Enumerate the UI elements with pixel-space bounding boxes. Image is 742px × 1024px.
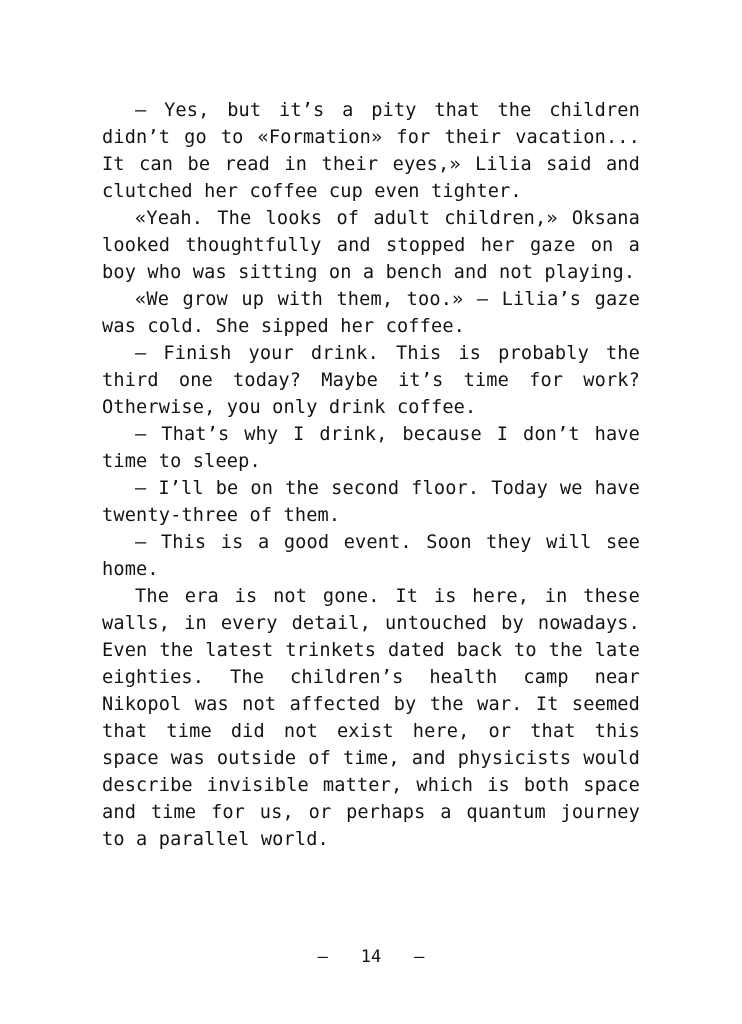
footer-right-dash: — [414,947,425,967]
paragraph-5: – That’s why I drink, because I don’t have time to sleep. [102,424,640,472]
paragraph-4: – Finish your drink. This is probably the third one today? Maybe it’s time for work? Otherwise, you only drink coffee. [102,343,640,418]
paragraph-8: The era is not gone. It is here, in these walls, in every detail, untouched by nowadays. Even the latest trinkets dated back to the late eighties. The children’s health camp near Nikopol was not affected by the war. It seemed that time did not exist here, or that this space was outside of time, and physicists would describe invisible matter, which is both space and time for us, or perhaps a quantum journey to a parallel world. [102,586,640,850]
body-text [102,97,640,853]
paragraph-1: – Yes, but it’s a pity that the children didn’t go to «Formation» for their vacation... It can be read in their eyes,» Lilia said and clutched her coffee cup even tighter. [102,100,640,202]
paragraph-6: – I’ll be on the second floor. Today we have twenty-three of them. [102,478,640,526]
page-number: 14 [360,947,382,967]
page-footer [0,946,742,968]
paragraph-7: – This is a good event. Soon they will see home. [102,532,640,580]
paragraph-3: «We grow up with them, too.» – Lilia’s gaze was cold. She sipped her coffee. [102,289,640,337]
footer-left-dash: — [317,947,328,967]
paragraph-2: «Yeah. The looks of adult children,» Oksana looked thoughtfully and stopped her gaze on a boy who was sitting on a bench and not playing. [102,208,640,283]
